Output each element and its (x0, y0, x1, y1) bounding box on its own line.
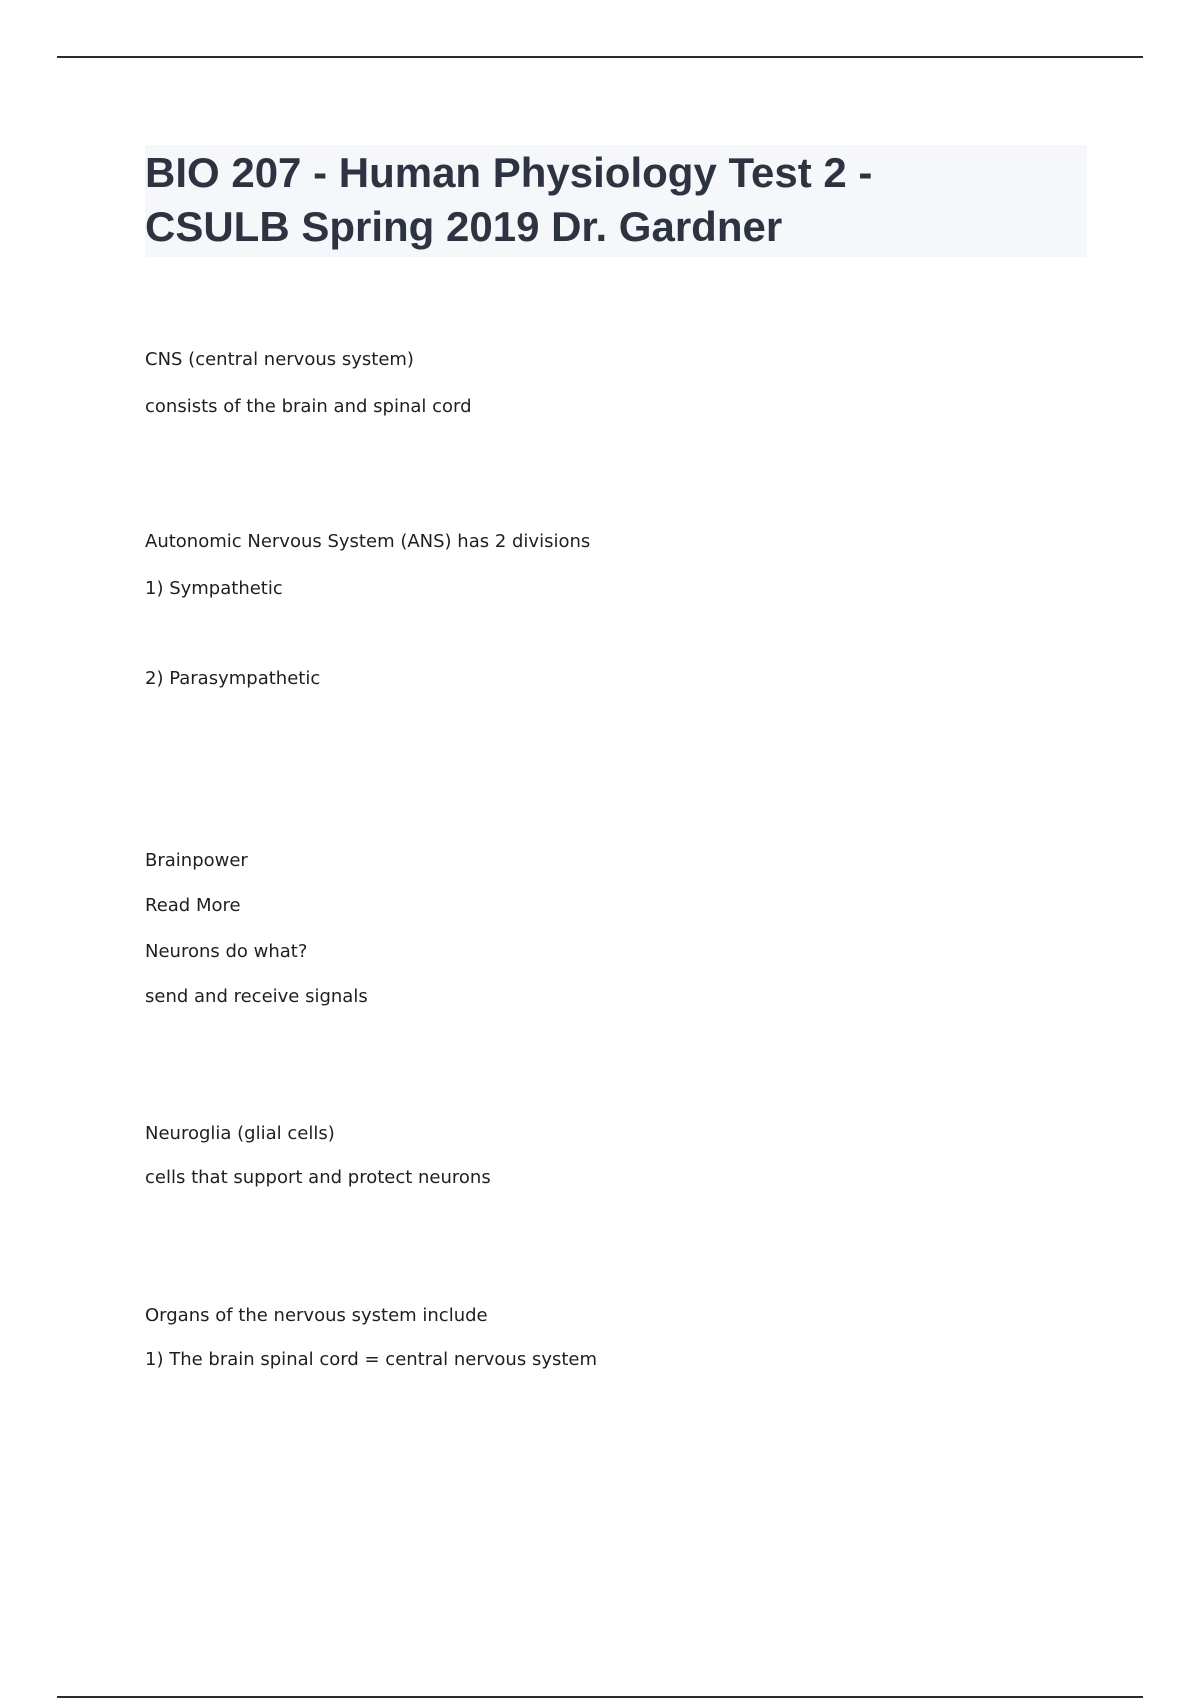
definition-ans-2: 2) Parasympathetic (145, 668, 321, 689)
top-rule (57, 56, 1143, 58)
definition-cns: consists of the brain and spinal cord (145, 396, 472, 417)
term-ans: Autonomic Nervous System (ANS) has 2 divisions (145, 531, 591, 552)
title-line-1: BIO 207 - Human Physiology Test 2 - (145, 149, 873, 196)
definition-ans-1: 1) Sympathetic (145, 578, 283, 599)
term-cns: CNS (central nervous system) (145, 349, 414, 370)
read-more-link[interactable]: Read More (145, 895, 241, 916)
bottom-rule (57, 1696, 1143, 1698)
title-line-2: CSULB Spring 2019 Dr. Gardner (145, 203, 783, 250)
definition-neuroglia: cells that support and protect neurons (145, 1167, 491, 1188)
term-neurons: Neurons do what? (145, 941, 308, 962)
definition-organs: 1) The brain spinal cord = central nervous system (145, 1349, 598, 1370)
term-neuroglia: Neuroglia (glial cells) (145, 1123, 335, 1144)
document-title (145, 145, 1087, 257)
brainpower-text: Brainpower (145, 850, 248, 871)
definition-neurons: send and receive signals (145, 986, 368, 1007)
term-organs: Organs of the nervous system include (145, 1305, 488, 1326)
